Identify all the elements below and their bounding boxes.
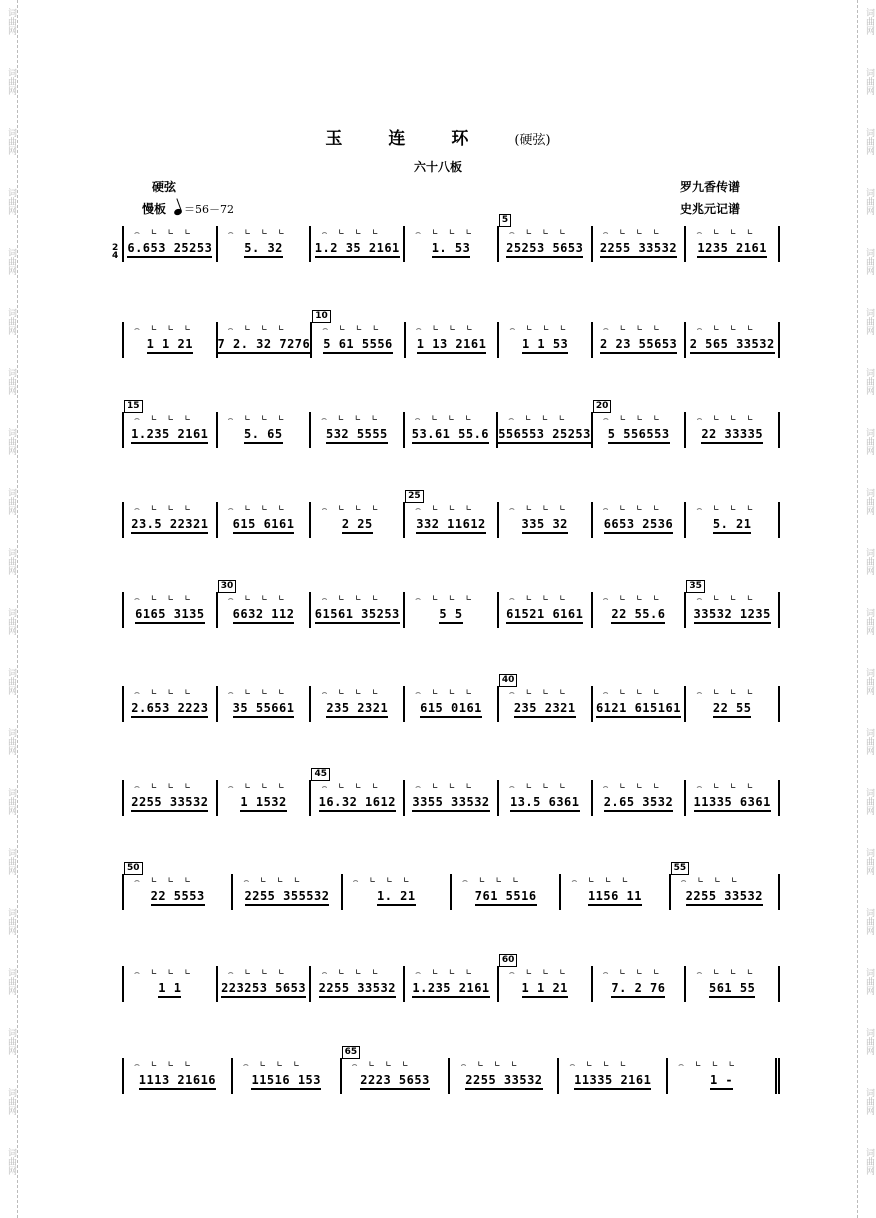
measure-notes: 561 55 (709, 981, 755, 998)
bowing-marks: ⌢ ∟ ∟ ∟ (321, 504, 381, 514)
bowing-marks: ⌢ ∟ ∟ ∟ (696, 228, 756, 238)
watermark-text: 词曲网 (864, 968, 874, 995)
watermark-text: 词曲网 (864, 1028, 874, 1055)
bowing-marks: ⌢ ∟ ∟ ∟ (227, 228, 288, 238)
bowing-marks: ⌢ ∟ ∟ ∟ (134, 688, 194, 698)
bowing-marks: ⌢ ∟ ∟ ∟ (352, 876, 413, 886)
bowing-marks: ⌢ ∟ ∟ ∟ (678, 1060, 738, 1070)
subtitle: 六十八板 (413, 160, 462, 174)
watermark-text: 词曲网 (6, 428, 16, 455)
watermark-text: 词曲网 (864, 128, 874, 155)
bowing-marks: ⌢ ∟ ∟ ∟ (134, 782, 194, 792)
watermark-text: 词曲网 (864, 488, 874, 515)
measure (122, 322, 218, 358)
bowing-marks: ⌢ ∟ ∟ ∟ (227, 968, 288, 978)
measure-notes: 1.2 35 2161 (315, 241, 400, 258)
watermark-text: 词曲网 (6, 908, 16, 935)
bowing-marks: ⌢ ∟ ∟ ∟ (415, 968, 475, 978)
measure (122, 226, 218, 262)
bowing-marks: ⌢ ∟ ∟ ∟ (321, 414, 381, 424)
measure-notes: 235 2321 (514, 701, 576, 718)
bowing-marks: ⌢ ∟ ∟ ∟ (508, 414, 568, 424)
quarter-note-icon (173, 208, 183, 216)
measure (405, 686, 499, 722)
measure-notes: 23.5 22321 (131, 517, 208, 534)
bowing-marks: ⌢ ∟ ∟ ∟ (321, 594, 381, 604)
measure (593, 780, 687, 816)
measure-notes: 6.653 25253 (127, 241, 212, 258)
bowing-marks: ⌢ ∟ ∟ ∟ (696, 324, 756, 334)
watermark-text: 词曲网 (864, 1088, 874, 1115)
watermark-text: 词曲网 (6, 68, 16, 95)
measure (405, 592, 499, 628)
tempo-marking (142, 200, 234, 217)
bowing-marks: ⌢ ∟ ∟ ∟ (322, 324, 382, 334)
measure (311, 686, 405, 722)
bowing-marks: ⌢ ∟ ∟ ∟ (415, 594, 475, 604)
measure-notes: 6121 615161 (596, 701, 681, 718)
bowing-marks: ⌢ ∟ ∟ ∟ (243, 876, 303, 886)
measure (122, 592, 218, 628)
watermark-text: 词曲网 (6, 668, 16, 695)
watermark-text: 词曲网 (864, 368, 874, 395)
measure (406, 322, 500, 358)
watermark-text: 词曲网 (864, 608, 874, 635)
staff-row (122, 581, 780, 628)
measure-notes: 615 6161 (233, 517, 295, 534)
measure-notes: 6653 2536 (604, 517, 674, 534)
bowing-marks: ⌢ ∟ ∟ ∟ (696, 594, 756, 604)
watermark-text: 词曲网 (6, 1088, 16, 1115)
staff-row (122, 1047, 780, 1094)
measure-notes: 22 33335 (701, 427, 763, 444)
measure (499, 780, 593, 816)
measure (343, 874, 452, 910)
measure (499, 322, 593, 358)
measure-notes: 1113 21616 (139, 1073, 216, 1090)
measure-notes: 2223 5653 (360, 1073, 430, 1090)
watermark-text: 词曲网 (6, 308, 16, 335)
measure (405, 226, 499, 262)
measure-notes: 2 25 (342, 517, 373, 534)
bowing-marks: ⌢ ∟ ∟ ∟ (602, 594, 663, 604)
bowing-marks: ⌢ ∟ ∟ ∟ (134, 228, 194, 238)
measure (405, 780, 499, 816)
measure (686, 502, 780, 538)
measure (593, 592, 687, 628)
measure (122, 1058, 233, 1094)
measure (218, 966, 312, 1002)
measure-number: 30 (218, 580, 237, 593)
measure-notes: 33532 1235 (694, 607, 771, 624)
measure-notes: 1235 2161 (697, 241, 767, 258)
bowing-marks: ⌢ ∟ ∟ ∟ (509, 324, 569, 334)
watermark-text: 词曲网 (6, 968, 16, 995)
measure (405, 491, 499, 538)
measure (499, 592, 593, 628)
bowing-marks: ⌢ ∟ ∟ ∟ (508, 968, 569, 978)
bowing-marks: ⌢ ∟ ∟ ∟ (696, 968, 756, 978)
watermark-text: 词曲网 (864, 908, 874, 935)
measure-notes: 2.653 2223 (131, 701, 208, 718)
tempo-label: 慢板 (142, 202, 167, 216)
page-title (0, 124, 876, 149)
watermark-text: 词曲网 (864, 308, 874, 335)
measure (405, 966, 499, 1002)
measure-notes: 53.61 55.6 (412, 427, 489, 444)
measure (312, 311, 406, 358)
watermark-text: 词曲网 (864, 788, 874, 815)
measure-notes: 2255 33532 (465, 1073, 542, 1090)
measure (593, 401, 687, 448)
bowing-marks: ⌢ ∟ ∟ ∟ (134, 1060, 194, 1070)
bowing-marks: ⌢ ∟ ∟ ∟ (415, 688, 475, 698)
measure (686, 412, 780, 448)
measure-number: 35 (686, 580, 705, 593)
watermark-text: 词曲网 (864, 668, 874, 695)
measure-notes: 1 1 (158, 981, 181, 998)
measure (233, 874, 342, 910)
bowing-marks: ⌢ ∟ ∟ ∟ (321, 968, 381, 978)
measure-notes: 61561 35253 (315, 607, 400, 624)
measure-notes: 1 1 21 (147, 337, 193, 354)
measure (311, 226, 405, 262)
measure-number: 65 (342, 1046, 361, 1059)
staff-row (122, 491, 780, 538)
bowing-marks: ⌢ ∟ ∟ ∟ (227, 688, 288, 698)
measure-notes: 1. 21 (377, 889, 416, 906)
watermark-text: 词曲网 (6, 8, 16, 35)
measure-notes: 1. 53 (432, 241, 471, 258)
measure-notes: 2.65 3532 (604, 795, 674, 812)
bowing-marks: ⌢ ∟ ∟ ∟ (460, 1060, 520, 1070)
measure (311, 502, 405, 538)
measure (311, 412, 405, 448)
measure (499, 955, 593, 1002)
bowing-marks: ⌢ ∟ ∟ ∟ (227, 324, 287, 334)
watermark-text: 词曲网 (864, 1148, 874, 1175)
measure-notes: 35 55661 (233, 701, 295, 718)
measure (686, 226, 780, 262)
bowing-marks: ⌢ ∟ ∟ ∟ (134, 876, 194, 886)
measure (559, 1058, 668, 1094)
bowing-marks: ⌢ ∟ ∟ ∟ (134, 594, 194, 604)
measure-notes: 22 55 (713, 701, 752, 718)
watermark-text: 词曲网 (864, 68, 874, 95)
measure (311, 966, 405, 1002)
watermark-text: 词曲网 (6, 368, 16, 395)
measure-notes: 13.5 6361 (510, 795, 580, 812)
bowing-marks: ⌢ ∟ ∟ ∟ (508, 228, 569, 238)
measure (122, 502, 218, 538)
measure-notes: 335 32 (522, 517, 568, 534)
measure-notes: 5 5 (439, 607, 462, 624)
measure-notes: 5. 21 (713, 517, 752, 534)
bowing-marks: ⌢ ∟ ∟ ∟ (227, 594, 288, 604)
bowing-marks: ⌢ ∟ ∟ ∟ (602, 414, 663, 424)
measure-notes: 7. 2 76 (611, 981, 665, 998)
measure (122, 863, 233, 910)
time-signature-bottom: 4 (112, 251, 119, 261)
bowing-marks: ⌢ ∟ ∟ ∟ (508, 504, 569, 514)
measure (452, 874, 561, 910)
tempo-value: ＝56－72 (184, 203, 235, 216)
watermark-text: 词曲网 (864, 248, 874, 275)
credit-transmitter: 罗九香传谱 (680, 180, 741, 194)
measure-notes: 1156 11 (588, 889, 642, 906)
measure-number: 55 (671, 862, 690, 875)
bowing-marks: ⌢ ∟ ∟ ∟ (321, 228, 381, 238)
measure-notes: 22 55.6 (611, 607, 665, 624)
bowing-marks: ⌢ ∟ ∟ ∟ (242, 1060, 303, 1070)
measure-number: 45 (311, 768, 330, 781)
title-paren: (硬弦) (514, 133, 551, 148)
measure-notes: 1 1 53 (522, 337, 568, 354)
measure (686, 581, 780, 628)
measure-notes: 5 556553 (608, 427, 670, 444)
measure-notes: 2 23 55653 (600, 337, 677, 354)
measure-notes: 556553 25253 (498, 427, 591, 444)
measure-notes: 61521 6161 (506, 607, 583, 624)
time-signature-top: 2 (112, 243, 119, 253)
bowing-marks: ⌢ ∟ ∟ ∟ (134, 414, 194, 424)
staff-row (122, 675, 780, 722)
measure-notes: 2255 33532 (600, 241, 677, 258)
bowing-marks: ⌢ ∟ ∟ ∟ (696, 688, 756, 698)
bowing-marks: ⌢ ∟ ∟ ∟ (602, 228, 663, 238)
watermark-text: 词曲网 (6, 788, 16, 815)
measure (671, 863, 780, 910)
measure-notes: 22 5553 (151, 889, 205, 906)
bowing-marks: ⌢ ∟ ∟ ∟ (508, 782, 569, 792)
measure (499, 215, 593, 262)
measure-notes: 235 2321 (326, 701, 388, 718)
measure (450, 1058, 559, 1094)
bowing-marks: ⌢ ∟ ∟ ∟ (351, 1060, 412, 1070)
measure-notes: 1 - (710, 1073, 733, 1090)
measure-number: 50 (124, 862, 143, 875)
measure (686, 966, 780, 1002)
measure-notes: 223253 5653 (221, 981, 306, 998)
measure-notes: 3355 33532 (412, 795, 489, 812)
measure-number: 60 (499, 954, 518, 967)
measure-notes: 2255 355532 (245, 889, 330, 906)
measure-notes: 5. 65 (244, 427, 283, 444)
measure-notes: 5 61 5556 (323, 337, 393, 354)
watermark-text: 词曲网 (6, 1028, 16, 1055)
bowing-marks: ⌢ ∟ ∟ ∟ (321, 688, 381, 698)
measure (499, 502, 593, 538)
bowing-marks: ⌢ ∟ ∟ ∟ (602, 782, 663, 792)
bowing-marks: ⌢ ∟ ∟ ∟ (602, 688, 663, 698)
watermark-text: 词曲网 (6, 608, 16, 635)
credit-notator: 史兆元记谱 (680, 202, 741, 216)
watermark-text: 词曲网 (6, 248, 16, 275)
title-main: 玉连环 (325, 129, 515, 149)
measure-notes: 25253 5653 (506, 241, 583, 258)
measure-number: 20 (593, 400, 612, 413)
bowing-marks: ⌢ ∟ ∟ ∟ (569, 1060, 629, 1070)
measure (668, 1058, 780, 1094)
measure-notes: 2255 33532 (131, 795, 208, 812)
watermark-text: 词曲网 (864, 188, 874, 215)
measure-notes: 615 0161 (420, 701, 482, 718)
bowing-marks: ⌢ ∟ ∟ ∟ (415, 504, 475, 514)
measure (122, 966, 218, 1002)
instrument-label: 硬弦 (152, 180, 177, 194)
watermark-text: 词曲网 (6, 848, 16, 875)
measure-notes: 6632 112 (233, 607, 295, 624)
measure (593, 322, 687, 358)
watermark-text: 词曲网 (6, 548, 16, 575)
measure-number: 25 (405, 490, 424, 503)
measure (218, 686, 312, 722)
watermark-text: 词曲网 (864, 728, 874, 755)
measure-notes: 761 5516 (475, 889, 537, 906)
bowing-marks: ⌢ ∟ ∟ ∟ (415, 228, 475, 238)
bowing-marks: ⌢ ∟ ∟ ∟ (321, 782, 381, 792)
bowing-marks: ⌢ ∟ ∟ ∟ (227, 414, 287, 424)
measure (499, 675, 593, 722)
measure-notes: 11335 2161 (574, 1073, 651, 1090)
measure-notes: 532 5555 (326, 427, 388, 444)
measure (218, 412, 312, 448)
measure-notes: 16.32 1612 (319, 795, 396, 812)
measure (593, 686, 687, 722)
measure (218, 780, 312, 816)
measure (686, 322, 780, 358)
measure (233, 1058, 342, 1094)
bowing-marks: ⌢ ∟ ∟ ∟ (602, 968, 663, 978)
measure-number: 40 (499, 674, 518, 687)
staff-row (122, 215, 780, 262)
watermark-text: 词曲网 (6, 488, 16, 515)
staff-row (122, 401, 780, 448)
measure-notes: 2255 33532 (319, 981, 396, 998)
bowing-marks: ⌢ ∟ ∟ ∟ (414, 414, 475, 424)
measure (405, 412, 499, 448)
measure-notes: 7 2. 32 7276 (218, 337, 311, 354)
staff-row (122, 863, 780, 910)
measure-notes: 5. 32 (244, 241, 283, 258)
watermark-text: 词曲网 (6, 128, 16, 155)
bowing-marks: ⌢ ∟ ∟ ∟ (134, 968, 194, 978)
measure-notes: 2 565 33532 (690, 337, 775, 354)
measure (122, 686, 218, 722)
staff-row (122, 311, 780, 358)
bowing-marks: ⌢ ∟ ∟ ∟ (696, 504, 756, 514)
measure (686, 686, 780, 722)
bowing-marks: ⌢ ∟ ∟ ∟ (696, 782, 756, 792)
bowing-marks: ⌢ ∟ ∟ ∟ (415, 324, 476, 334)
measure (686, 780, 780, 816)
measure (218, 581, 312, 628)
watermark-text: 词曲网 (864, 428, 874, 455)
measure-notes: 11516 153 (251, 1073, 321, 1090)
measure-notes: 2255 33532 (686, 889, 763, 906)
measure-notes: 11335 6361 (694, 795, 771, 812)
measure-notes: 1 1 21 (522, 981, 568, 998)
watermark-text: 词曲网 (864, 548, 874, 575)
measure (218, 322, 313, 358)
measure (311, 769, 405, 816)
measure-notes: 332 11612 (416, 517, 486, 534)
watermark-text: 词曲网 (6, 188, 16, 215)
measure (122, 780, 218, 816)
measure-notes: 6165 3135 (135, 607, 205, 624)
measure (561, 874, 670, 910)
watermark-text: 词曲网 (864, 8, 874, 35)
measure (498, 412, 593, 448)
measure (218, 226, 312, 262)
bowing-marks: ⌢ ∟ ∟ ∟ (571, 876, 631, 886)
measure (593, 226, 687, 262)
measure-notes: 1 1532 (240, 795, 286, 812)
watermark-text: 词曲网 (6, 728, 16, 755)
measure (311, 592, 405, 628)
bowing-marks: ⌢ ∟ ∟ ∟ (602, 504, 663, 514)
watermark-text: 词曲网 (864, 848, 874, 875)
bowing-marks: ⌢ ∟ ∟ ∟ (415, 782, 475, 792)
bowing-marks: ⌢ ∟ ∟ ∟ (134, 504, 194, 514)
measure (593, 502, 687, 538)
time-signature (112, 244, 118, 260)
staff-row (122, 769, 780, 816)
measure-notes: 1.235 2161 (412, 981, 489, 998)
bowing-marks: ⌢ ∟ ∟ ∟ (461, 876, 522, 886)
measure-notes: 1.235 2161 (131, 427, 208, 444)
watermark-text: 词曲网 (6, 1148, 16, 1175)
bowing-marks: ⌢ ∟ ∟ ∟ (680, 876, 741, 886)
bowing-marks: ⌢ ∟ ∟ ∟ (227, 504, 288, 514)
bowing-marks: ⌢ ∟ ∟ ∟ (602, 324, 663, 334)
bowing-marks: ⌢ ∟ ∟ ∟ (134, 324, 194, 334)
bowing-marks: ⌢ ∟ ∟ ∟ (227, 782, 288, 792)
measure (593, 966, 687, 1002)
measure-notes: 1 13 2161 (417, 337, 487, 354)
bowing-marks: ⌢ ∟ ∟ ∟ (508, 688, 569, 698)
measure-number: 10 (312, 310, 331, 323)
measure-number: 15 (124, 400, 143, 413)
bowing-marks: ⌢ ∟ ∟ ∟ (508, 594, 569, 604)
measure (342, 1047, 451, 1094)
measure (122, 401, 218, 448)
staff-row (122, 955, 780, 1002)
measure-number: 5 (499, 214, 511, 227)
measure (218, 502, 312, 538)
bowing-marks: ⌢ ∟ ∟ ∟ (696, 414, 756, 424)
